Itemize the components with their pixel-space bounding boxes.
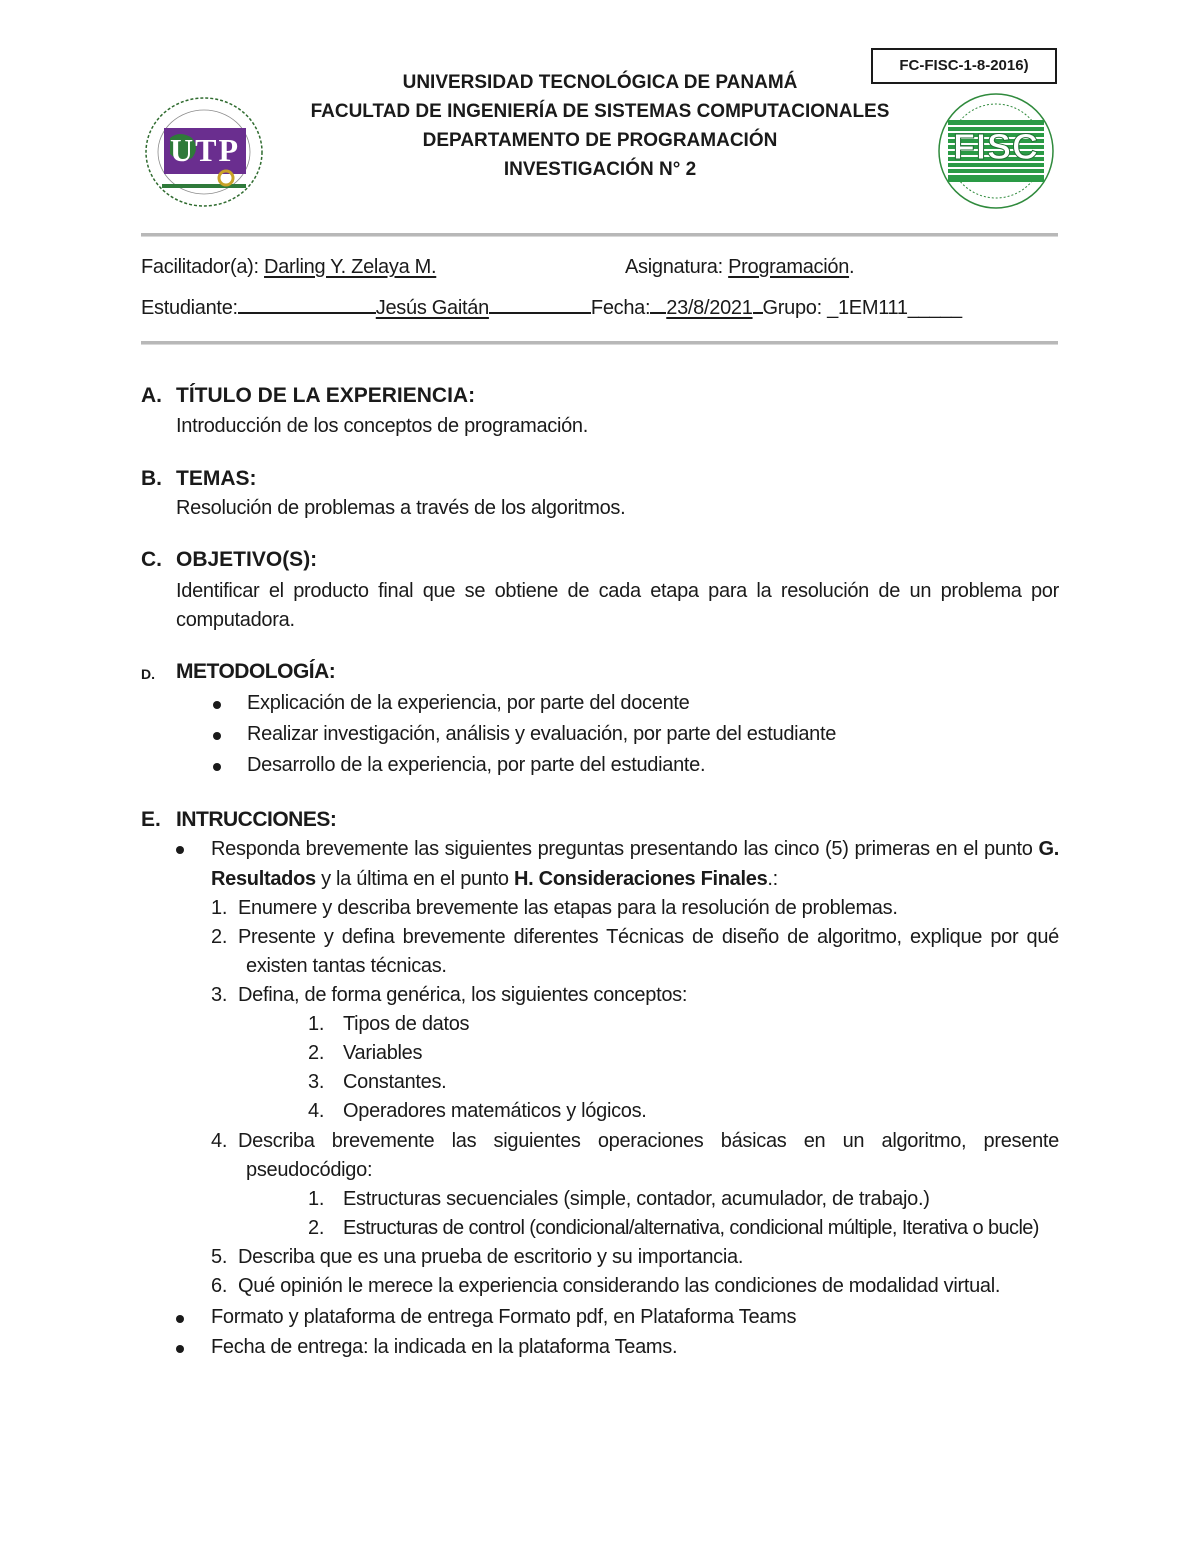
instructions-intro-line1 <box>211 838 1059 861</box>
subitem-text: Estructuras secuenciales (simple, contador, acumulador, de trabajo.) <box>343 1188 930 1210</box>
document-title: INVESTIGACIÓN N° 2 <box>503 159 697 180</box>
facilitator-row <box>141 256 436 279</box>
bullet-icon <box>213 763 221 771</box>
facilitator-label: Facilitador(a): <box>141 256 259 278</box>
section-d-letter: D. <box>141 666 155 682</box>
section-c-letter: C. <box>141 548 162 571</box>
section-d-title: METODOLOGÍA: <box>176 660 336 683</box>
section-b-text: Resolución de problemas a través de los algoritmos. <box>176 497 626 519</box>
question-number: 4. <box>211 1130 228 1152</box>
question-number: 6. <box>211 1275 228 1297</box>
question-3: Defina, de forma genérica, los siguientes conceptos: <box>238 984 688 1006</box>
fisc-logo-text: FISC <box>952 126 1039 167</box>
intro-text-1: Responda brevemente las siguientes preguntas presentando las cinco (5) primeras en el punto <box>211 838 1033 860</box>
subitem-text: Estructuras de control (condicional/alternativa, condicional múltiple, Iterativa o bucle) <box>343 1217 1039 1239</box>
methodology-item: Explicación de la experiencia, por parte del docente <box>247 692 690 714</box>
subitem-number: 2. <box>308 1217 325 1239</box>
section-c-text-line2: computadora. <box>176 609 295 631</box>
bullet-icon <box>176 1345 184 1353</box>
student-blank-right <box>489 298 591 314</box>
date-blank-left <box>650 298 666 314</box>
subitem-number: 1. <box>308 1188 325 1210</box>
section-e-title: INTRUCCIONES: <box>176 808 337 831</box>
header-rule-top <box>141 233 1058 237</box>
bullet-icon <box>213 701 221 709</box>
student-label: Estudiante: <box>141 297 238 319</box>
subject-label: Asignatura: <box>625 256 723 278</box>
intro-bold-final: H. Consideraciones Finales <box>514 868 768 890</box>
utp-logo-text: UTP <box>170 132 240 168</box>
question-number: 3. <box>211 984 228 1006</box>
subitem-text: Constantes. <box>343 1071 447 1093</box>
subitem-text: Operadores matemáticos y lógicos. <box>343 1100 647 1122</box>
section-a-letter: A. <box>141 384 162 407</box>
group-label: Grupo: <box>762 297 822 319</box>
student-row <box>141 297 962 320</box>
intro-text-3: .: <box>767 868 778 890</box>
section-a-text: Introducción de los conceptos de programación. <box>176 415 589 437</box>
question-2-line2: existen tantas técnicas. <box>246 955 447 977</box>
section-e-letter: E. <box>141 808 161 831</box>
intro-bold-g: G. <box>1038 838 1060 860</box>
methodology-item: Desarrollo de la experiencia, por parte del estudiante. <box>247 754 706 776</box>
question-number: 2. <box>211 926 228 948</box>
subject-row <box>625 256 854 279</box>
intro-text-2: y la última en el punto <box>321 868 509 890</box>
question-2-line1: Presente y defina brevemente diferentes Técnicas de diseño de algoritmo, explique por qué <box>238 926 1059 948</box>
facilitator-value: Darling Y. Zelaya M. <box>264 256 437 278</box>
form-code: FC-FISC-1-8-2016) <box>871 48 1057 84</box>
subject-suffix: . <box>849 256 855 278</box>
bullet-icon <box>176 846 184 854</box>
question-number: 1. <box>211 897 228 919</box>
student-blank-left <box>238 298 376 314</box>
section-b-letter: B. <box>141 467 162 490</box>
subitem-number: 4. <box>308 1100 325 1122</box>
methodology-item: Realizar investigación, análisis y evaluación, por parte del estudiante <box>247 723 837 745</box>
department-name: DEPARTAMENTO DE PROGRAMACIÓN <box>422 130 778 151</box>
section-c-text-line1: Identificar el producto final que se obtiene de cada etapa para la resolución de un problema por <box>176 580 1059 602</box>
group-value: _1EM111_____ <box>827 297 962 319</box>
question-4-line2: pseudocódigo: <box>246 1159 373 1181</box>
date-value: 23/8/2021 <box>666 297 753 319</box>
subitem-text: Tipos de datos <box>343 1013 470 1035</box>
date-blank-right <box>753 298 763 314</box>
question-6: Qué opinión le merece la experiencia considerando las condiciones de modalidad virtual. <box>238 1275 1001 1297</box>
delivery-deadline: Fecha de entrega: la indicada en la plataforma Teams. <box>211 1336 678 1358</box>
student-value: Jesús Gaitán <box>375 297 489 319</box>
delivery-format: Formato y plataforma de entrega Formato pdf, en Plataforma Teams <box>211 1306 797 1328</box>
university-name: UNIVERSIDAD TECNOLÓGICA DE PANAMÁ <box>402 72 798 93</box>
section-b-title: TEMAS: <box>176 467 257 490</box>
subject-value: Programación <box>728 256 850 278</box>
subitem-number: 2. <box>308 1042 325 1064</box>
subitem-number: 1. <box>308 1013 325 1035</box>
subitem-text: Variables <box>343 1042 423 1064</box>
faculty-name: FACULTAD DE INGENIERÍA DE SISTEMAS COMPUTACIONALES <box>310 101 890 122</box>
subitem-number: 3. <box>308 1071 325 1093</box>
bullet-icon <box>176 1315 184 1323</box>
question-1: Enumere y describa brevemente las etapas para la resolución de problemas. <box>238 897 898 919</box>
question-number: 5. <box>211 1246 228 1268</box>
instructions-intro-line2 <box>211 868 778 891</box>
date-label: Fecha: <box>590 297 651 319</box>
section-a-title: TÍTULO DE LA EXPERIENCIA: <box>176 384 476 407</box>
bullet-icon <box>213 732 221 740</box>
question-4-line1: Describa brevemente las siguientes operaciones básicas en un algoritmo, presente <box>238 1130 1059 1152</box>
section-c-title: OBJETIVO(S): <box>176 548 318 571</box>
header-rule-bottom <box>141 341 1058 345</box>
intro-bold-results: Resultados <box>211 868 316 890</box>
question-5: Describa que es una prueba de escritorio y su importancia. <box>238 1246 744 1268</box>
